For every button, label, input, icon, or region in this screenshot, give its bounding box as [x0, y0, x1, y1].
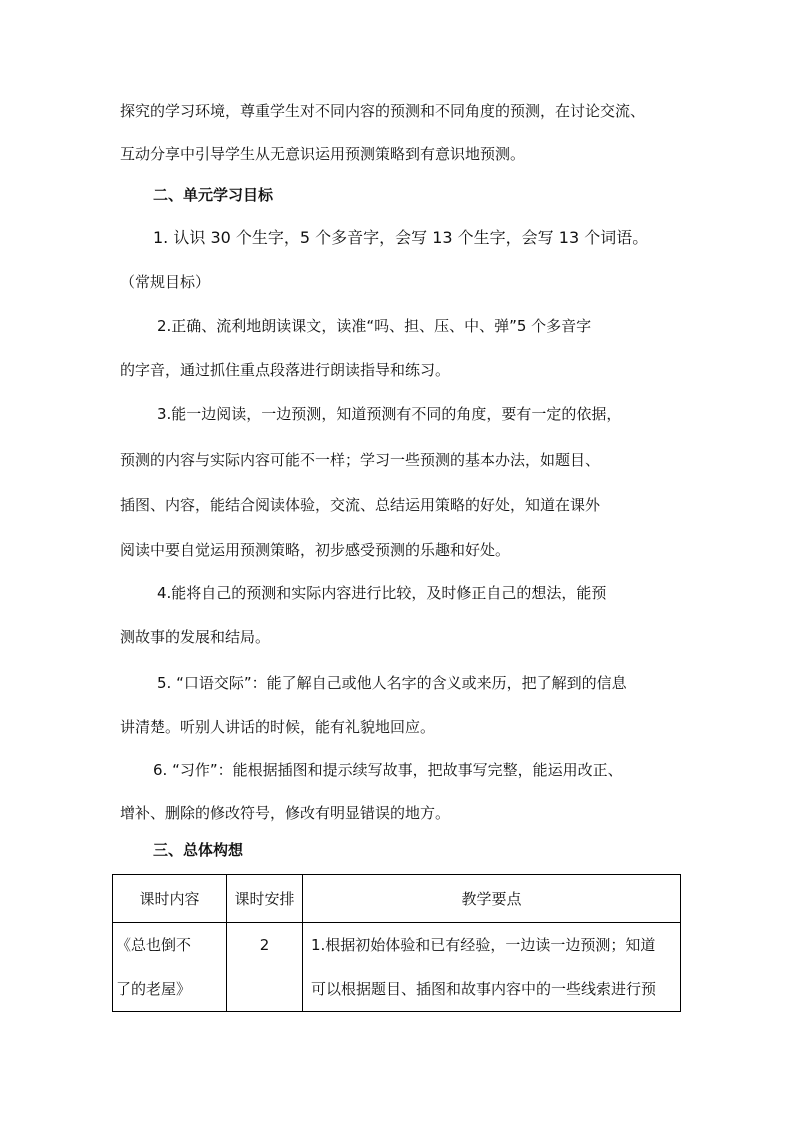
teaching-point-line-1: 1.根据初始体验和已有经验，一边读一边预测；知道 [311, 936, 656, 954]
objective-1-line-1: 1. 认识 30 个生字，5 个多音字，会写 13 个生字，会写 13 个词语。 [153, 228, 649, 247]
lesson-title-line-2: 了的老屋》 [116, 980, 192, 998]
objective-5-line-1: 5. “口语交际”：能了解自己或他人名字的含义或来历，把了解到的信息 [157, 674, 627, 692]
objective-6-line-2: 增补、删除的修改符号，修改有明显错误的地方。 [120, 804, 451, 822]
objective-3-line-4: 阅读中要自觉运用预测策略，初步感受预测的乐趣和好处。 [120, 541, 511, 559]
body-line-1: 探究的学习环境，尊重学生对不同内容的预测和不同角度的预测，在讨论交流、 [120, 102, 646, 120]
cell-lesson-content [113, 923, 227, 1012]
lesson-plan-table [112, 874, 681, 1012]
objective-2-line-1: 2.正确、流利地朗读课文，读准“吗、担、压、中、弹”5 个多音字 [157, 317, 592, 335]
header-teaching-points: 教学要点 [303, 875, 681, 923]
cell-teaching-points [303, 923, 681, 1012]
section-heading-objectives: 二、单元学习目标 [153, 186, 274, 204]
header-lesson-content: 课时内容 [113, 875, 227, 923]
objective-1-line-2: （常规目标） [120, 273, 211, 291]
objective-2-line-2: 的字音，通过抓住重点段落进行朗读指导和练习。 [120, 361, 451, 379]
objective-4-line-1: 4.能将自己的预测和实际内容进行比较，及时修正自己的想法，能预 [157, 584, 607, 602]
table-header-row [113, 875, 681, 923]
objective-3-line-3: 插图、内容，能结合阅读体验，交流、总结运用策略的好处，知道在课外 [120, 496, 601, 514]
lesson-title-line-1: 《总也倒不 [116, 936, 192, 954]
body-line-2: 互动分享中引导学生从无意识运用预测策略到有意识地预测。 [120, 145, 526, 163]
cell-lesson-hours [227, 923, 303, 1012]
table-row [113, 923, 681, 1012]
lesson-hours-value: 2 [259, 936, 270, 954]
header-lesson-hours: 课时安排 [227, 875, 303, 923]
objective-3-line-2: 预测的内容与实际内容可能不一样；学习一些预测的基本办法，如题目、 [120, 451, 601, 469]
objective-6-line-1: 6. “习作”：能根据插图和提示续写故事，把故事写完整，能运用改正、 [153, 761, 623, 779]
objective-4-line-2: 测故事的发展和结局。 [120, 628, 271, 646]
section-heading-plan: 三、总体构想 [153, 841, 244, 859]
objective-5-line-2: 讲清楚。听别人讲话的时候，能有礼貌地回应。 [120, 718, 436, 736]
objective-3-line-1: 3.能一边阅读，一边预测，知道预测有不同的角度，要有一定的依据， [157, 405, 622, 423]
teaching-point-line-2: 可以根据题目、插图和故事内容中的一些线索进行预 [311, 980, 657, 998]
